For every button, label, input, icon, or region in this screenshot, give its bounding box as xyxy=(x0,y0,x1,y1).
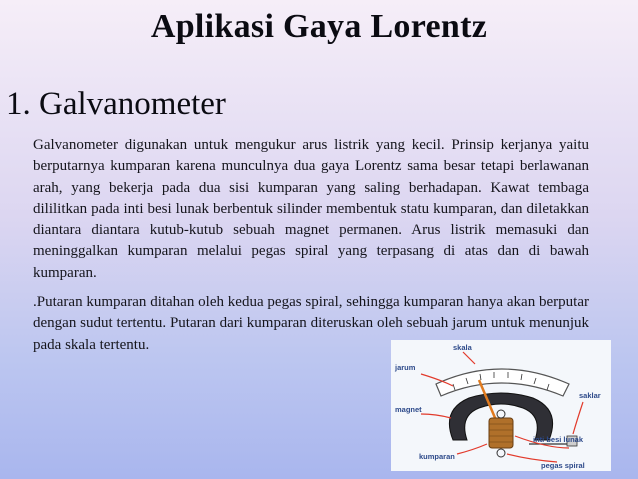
label-kumparan: kumparan xyxy=(419,452,455,461)
slide-title: Aplikasi Gaya Lorentz xyxy=(150,8,488,45)
spring-bottom xyxy=(497,449,505,457)
label-skala: skala xyxy=(453,343,472,352)
section-heading: 1. Galvanometer xyxy=(6,86,226,122)
coil-shape xyxy=(489,418,513,448)
label-magnet: magnet xyxy=(395,405,422,414)
scale-arc xyxy=(436,369,569,396)
spring-top xyxy=(497,410,505,418)
label-jarum: jarum xyxy=(395,363,416,372)
galvanometer-diagram xyxy=(391,340,611,471)
paragraph-2: .Putaran kumparan ditahan oleh kedua pegas spiral, sehingga kumparan hanya akan berputar dengan sudut tertentu. Putaran dari kumparan diteruskan oleh sebuah jarum untuk menunjuk pada skala tertentu. xyxy=(33,294,589,353)
label-pegas-spiral: pegas spiral xyxy=(541,461,585,470)
label-saklar: saklar xyxy=(579,391,601,400)
label-inti-besi-lunak: inti besi lunak xyxy=(533,435,584,444)
paragraph-1: Galvanometer digunakan untuk mengukur arus listrik yang kecil. Prinsip kerjanya yaitu berputarnya kumparan karena munculnya dua gaya Lorentz sama besar tetapi berlawanan arah, yang bekerja pada dua sisi kumparan yang saling berhadapan. Kawat tembaga dililitkan pada inti besi lunak berbentuk silinder membentuk statu kumparan, dan diletakkan diantara diantara kutub-kutub sebuah magnet permanen. Arus listrik memasuki dan meninggalkan kumparan melalui pegas spiral yang terpasang di atas dan di bawah kumparan. xyxy=(33,137,589,281)
